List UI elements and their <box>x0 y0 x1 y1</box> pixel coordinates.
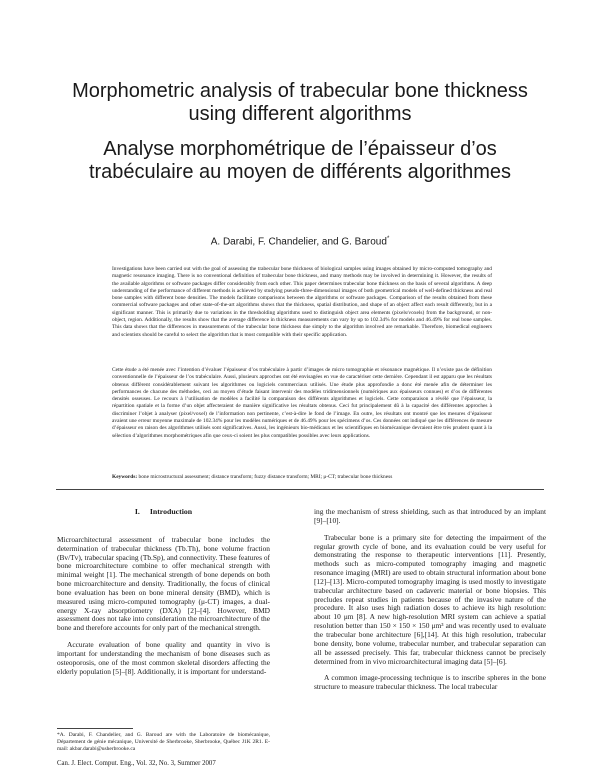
section-divider <box>56 489 544 490</box>
left-column <box>57 508 270 677</box>
keywords-list: bone microstructural assessment; distance transform; fuzzy distance transform; MRI; μ-CT; trabecular bone thickness <box>138 474 393 480</box>
paper-title-french: Analyse morphométrique de l’épaisseur d’os trabéculaire au moyen de différents algorithmes <box>88 138 512 183</box>
body-paragraph: A common image-processing technique is to inscribe spheres in the bone structure to measure trabecular thickness. The local trabecular <box>314 673 546 692</box>
section-title: Introduction <box>149 507 193 516</box>
abstract-english: Investigations have been carried out with the goal of assessing the trabecular bone thickness of biological samples using images obtained by micro-computed tomography and magnetic resonance imaging. There is no conventional definition of trabecular bone thickness, and many methods may be involved in determining it. However, the results of the available algorithms or software packages differ considerably from each other. This paper determines trabecular bone thickness on the basis of several algorithms. A deep understanding of the performance of different methods is achieved by studying pseudo-three-dimensional images of both geometrical models of well-defined thickness and real bone samples with different bone densities. The models facilitate comparisons between the algorithms or software packages. Comparison of the results obtained from these commercial software packages and other state-of-the-art algorithms shows that the thickness, spatial distribution, and shape of an object affect each result differently, but in a significant manner. This is primarily due to variations in the thresholding algorithms used to distinguish object area elements (pixels/voxels) from the background, or non-object, region. Additionally, the results show that the average difference in thickness measurements can vary by up to 102.34% for models and 46.49% for real bone samples. This data shows that the differences in measurements of the trabecular bone thickness due simply to the algorithm involved are remarkable. Therefore, biomedical engineers and scientists should be careful to select the algorithm that is most compatible with their specific application. <box>112 266 492 338</box>
journal-footer: Can. J. Elect. Comput. Eng., Vol. 32, No. 3, Summer 2007 <box>57 760 216 767</box>
author-names: A. Darabi, F. Chandelier, and G. Baroud <box>210 236 387 248</box>
body-paragraph: ing the mechanism of stress shielding, such as that introduced by an implant [9]–[10]. <box>314 507 546 525</box>
right-column <box>314 508 546 692</box>
body-paragraph: Trabecular bone is a primary site for detecting the impairment of the regular growth cycle of bone, and its evaluation could be very useful for demonstrating the response to therapeutic interventions [11]. Presently, methods such as micro-computed tomography imaging and magnetic resonance imaging (MRI) are used to obtain structural information about bone [12]–[13]. Micro-computed tomography imaging is used mostly to investigate trabecular architecture based on cadaveric material or bone biopsies. This precludes repeat studies in patients because of the invasive nature of the procedure. It also uses high radiation doses to achieve its high resolution: about 10 μm [8]. A new high-resolution MRI system can achieve a spatial resolution better than 150 × 150 × 150 μm³ and was recently used to evaluate the trabecular bone architecture [6],[14]. At this high resolution, trabecular bone density, bone volume, trabecular number, and trabecular separation can all be assessed precisely. This far, trabecular thickness cannot be precisely determined from in vivo microarchitectural imaging data [5]–[6]. <box>314 532 546 666</box>
keywords <box>112 474 492 481</box>
abstract-french: Cette étude a été menée avec l’intention d’évaluer l’épaisseur d’os trabéculaire à partir d’images de micro tomographie et résonance magnétique. Il n’existe pas de définition conventionnelle de l’épaisseur de l’os trabéculaire. Aussi, plusieurs approches ont été envisagées en vue de caractériser cette dernière. Cependant il est apparu que les résultats obtenus diffèrent considérablement suivant les algorithmes ou logiciels commerciaux utilisés. Une étude plus approfondie a donc été menée afin de déterminer les performances de chacune des méthodes, ceci au moyen d’étude faisant intervenir des modèles tridimensionnels (numériques aux épaisseurs connues) et d’os de différentes densités osseuses. Le recours à l’utilisation de modèles a facilité la comparaison des différents algorithmes et logiciels. Cette comparaison a révélé que l’épaisseur, la répartition spatiale et la forme d’un objet affecteraient de manière significative les résultats obtenus. Ceci fut principalement dû à la capacité des différentes approches à discriminer l’objet à analyser (pixel/voxel) de l’information non pertinente, c’est-à-dire le fond de l’image. En outre, les résultats ont montré que les mesures d’épaisseur avaient une erreur moyenne maximale de 102.34% pour les modèles numériques et de 46.49% pour les spécimens d’os. Ces données ont indiqué que les différences de mesure d’épaisseur en raison des algorithmes utilisés sont significatives. Aussi, les ingénieurs bio-médicaux et les scientifiques en biomécanique devraient être très prudent quant à la sélection d’algorithmes morphométriques afin que ceux-ci soient les plus compatibles possibles avec leurs applications. <box>112 367 492 439</box>
author-line <box>0 236 600 247</box>
footnote-divider <box>57 728 133 729</box>
section-number: I. <box>134 507 140 516</box>
body-paragraph: Accurate evaluation of bone quality and quantity in vivo is important for understanding the mechanism of bone diseases such as osteoporosis, one of the most common skeletal disorders affecting the elderly population [5]–[8]. Additionally, it is important for understand- <box>57 640 270 676</box>
author-affiliation-footnote: *A. Darabi, F. Chandelier, and G. Baroud are with the Laboratoire de biomécanique, Département de génie mécanique, Université de Sherbrooke, Sherbrooke, Québec J1K 2R1. E-mail: akbar.darabi@usherbrooke.ca <box>57 732 270 752</box>
keywords-label: Keywords: <box>112 474 138 480</box>
author-footnote-mark: * <box>386 236 390 242</box>
title-block <box>60 80 540 184</box>
paper-title-english: Morphometric analysis of trabecular bone thickness using different algorithms <box>72 80 528 125</box>
section-heading <box>57 508 270 517</box>
body-paragraph: Microarchitectural assessment of trabecular bone includes the determination of trabecular thickness (Tb.Th), bone volume fraction (Bv/Tv), trabecular spacing (Tb.Sp), and connectivity. These features of bone microarchitecture combine to offer mechanical strength with minimal weight [1]. The mechanical strength of bone depends on both bone microarchitecture and density. Traditionally, the focus of clinical bone evaluation has been on bone mineral density (BMD), which is measured using micro-computed tomography (μ-CT) images, a dual-energy X-ray absorptiometry (DXA) [2]–[4]. However, BMD assessment does not take into consideration the microarchitecture of the bone and therefore accounts for only part of the mechanical strength. <box>57 534 270 633</box>
